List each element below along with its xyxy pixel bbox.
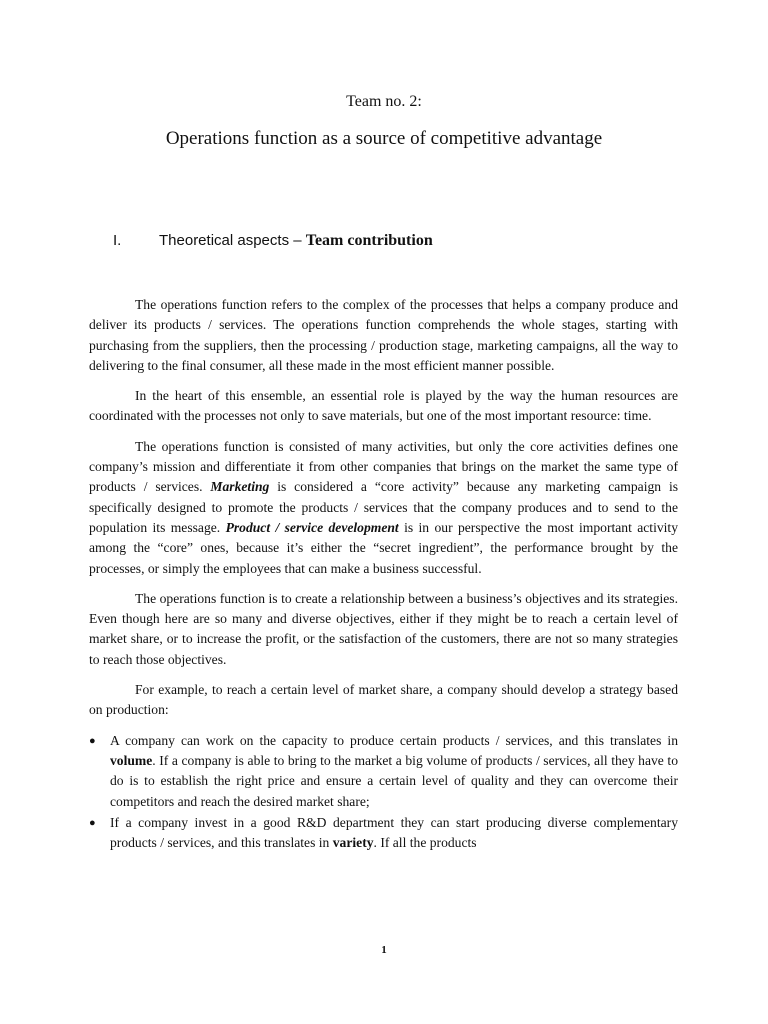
- bullet-1-text-a: A company can work on the capacity to produce certain products / services, and this translates in: [110, 732, 678, 748]
- paragraph-2: In the heart of this ensemble, an essential role is played by the way the human resources are coordinated with the processes not only to save materials, but one of the most important resource: time.: [89, 388, 678, 424]
- document-title: Operations function as a source of competitive advantage: [165, 128, 603, 149]
- body-text: [89, 295, 678, 854]
- paragraph-3: [89, 437, 678, 579]
- section-emphasis: Team contribution: [305, 232, 433, 249]
- paragraph-1: The operations function refers to the complex of the processes that helps a company produce and deliver its products / services. The operations function comprehends the whole stages, starting with purchasing from the suppliers, then the processing / production stage, marketing campaigns, all the way to delivering to the final consumer, all these made in the most efficient manner possible.: [89, 297, 678, 373]
- section-number: I.: [113, 232, 122, 249]
- bullet-2-text-a: If a company invest in a good R&D department they can start producing diverse complementary products / services, and this translates in: [110, 814, 678, 851]
- paragraph-3-text-a: The operations function is consisted of many activities, but only the core activities defines one company’s mission and differentiate it from other companies that brings on the market the same type of products / services.: [89, 438, 678, 495]
- page-number: 1: [381, 944, 387, 956]
- paragraph-4: The operations function is to create a relationship between a business’s objectives and its strategies. Even though here are so many and diverse objectives, either if they might be to reach a certain level of market share, or to increase the profit, or the satisfaction of the customers, there are not so many strategies to reach those objectives.: [89, 590, 678, 667]
- list-item: [89, 731, 678, 812]
- list-item: [89, 813, 678, 854]
- bullet-1-text-b: . If a company is able to bring to the market a big volume of products / services, all they have to do is to establish the right price and ensure a certain level of quality and they can overcome their competitors and reach the desired market share;: [110, 752, 678, 809]
- variety-term: variety: [332, 835, 374, 851]
- paragraph-3-text-b: is considered a “core activity” because any marketing campaign is specifically designed to promote the products / services that the company produces and to send to the population its message.: [89, 479, 679, 535]
- marketing-term: Marketing: [210, 479, 270, 495]
- team-title: Team no. 2:: [346, 93, 422, 110]
- product-service-development-term: Product / service development: [225, 519, 399, 535]
- paragraph-5: For example, to reach a certain level of market share, a company should develop a strategy based on production:: [89, 682, 678, 718]
- bullet-2-text-b: . If all the products: [373, 835, 477, 851]
- volume-term: volume: [110, 752, 153, 768]
- bullet-dot-icon: ●: [89, 734, 96, 747]
- bullet-list: [89, 731, 678, 854]
- bullet-dot-icon: ●: [89, 816, 96, 829]
- paragraph-3-text-c: is in our perspective the most important activity among the “core” ones, because it’s either the “secret ingredient”, the performance brought by the processes, or simply the employees that can make a business successful.: [89, 519, 679, 576]
- section-heading: [113, 232, 433, 250]
- section-lead-text: Theoretical aspects –: [159, 232, 306, 249]
